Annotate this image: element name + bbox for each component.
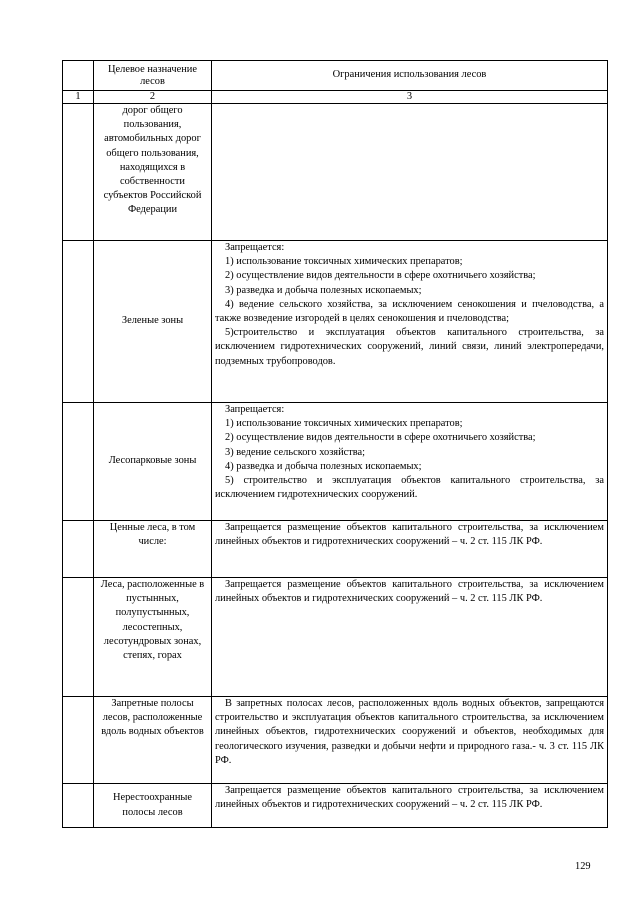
- row-number-cell: [63, 521, 94, 578]
- restrictions-cell: [212, 784, 608, 828]
- forest-purpose-cell: Нерестоохранные полосы лесов: [94, 784, 212, 828]
- restriction-line: 5) строительство и эксплуатация объектов капитального строительства, за исключением гидротехнических сооружений.: [215, 475, 604, 501]
- restrictions-cell: [212, 104, 608, 241]
- restriction-line: 3) ведение сельского хозяйства;: [225, 446, 366, 458]
- column-number-1: 1: [63, 91, 94, 104]
- page-number: 129: [575, 861, 591, 872]
- row-number-cell: [63, 241, 94, 403]
- restriction-line: 2) осуществление видов деятельности в сфере охотничьего хозяйства;: [225, 432, 536, 444]
- forest-purpose-cell: Ценные леса, в том числе:: [94, 521, 212, 578]
- row-number-cell: [63, 784, 94, 828]
- table-row: [63, 784, 608, 828]
- table-row: [63, 521, 608, 578]
- table-row: [63, 697, 608, 784]
- restrictions-cell: [212, 578, 608, 697]
- table-row: [63, 241, 608, 403]
- table-row: [63, 403, 608, 521]
- column-number-2: 2: [94, 91, 212, 104]
- restriction-line: 4) ведение сельского хозяйства, за исключением сенокошения и пчеловодства, а также возведение изгородей в целях сенокошения и пчеловодства;: [215, 298, 604, 325]
- row-number-cell: [63, 578, 94, 697]
- forest-purpose-cell: Запретные полосы лесов, расположенные вдоль водных объектов: [94, 697, 212, 784]
- restrictions-cell: [212, 403, 608, 521]
- header-restrictions: Ограничения использования лесов: [212, 61, 608, 91]
- row-number-cell: [63, 104, 94, 241]
- column-number-3: 3: [212, 91, 608, 104]
- restriction-line: 2) осуществление видов деятельности в сфере охотничьего хозяйства;: [225, 270, 536, 282]
- header-row: [63, 61, 608, 91]
- restriction-line: 5)строительство и эксплуатация объектов капитального строительства, за исключением гидротехнических сооружений, линий связи, линий электропередачи, подземных трубопроводов.: [215, 327, 604, 367]
- row-number-cell: [63, 403, 94, 521]
- restriction-line: 1) использование токсичных химических препаратов;: [225, 418, 463, 430]
- header-col1: [63, 61, 94, 91]
- forest-purpose-cell: Лесопарковые зоны: [94, 403, 212, 521]
- forest-restrictions-table: [62, 60, 608, 828]
- restriction-line: Запрещается:: [225, 242, 285, 253]
- column-number-row: [63, 91, 608, 104]
- restriction-line: 4) разведка и добыча полезных ископаемых;: [225, 460, 422, 472]
- header-purpose: Целевое назначение лесов: [94, 61, 212, 91]
- restriction-line: В запретных полосах лесов, расположенных вдоль водных объектов, запрещаются строительство и эксплуатация объектов капитального строительства, за исключением линейных объектов, гидротехнических сооружений и объектов, необходимых для геологического изучения, разведки и добычи нефти и природного газа.- ч. 3 ст. 115 ЛК РФ.: [215, 698, 604, 766]
- forest-purpose-cell: Леса, расположенные в пустынных, полупустынных, лесостепных, лесотундровых зонах, степях, горах: [94, 578, 212, 697]
- forest-purpose-cell: дорог общего пользования, автомобильных дорог общего пользования, находящихся в собственности субъектов Российской Федерации: [94, 104, 212, 241]
- restriction-line: Запрещается размещение объектов капитального строительства, за исключением линейных объектов и гидротехнических сооружений – ч. 2 ст. 115 ЛК РФ.: [215, 522, 604, 548]
- restriction-line: 1) использование токсичных химических препаратов;: [225, 256, 463, 268]
- restriction-line: Запрещается размещение объектов капитального строительства, за исключением линейных объектов и гидротехнических сооружений – ч. 2 ст. 115 ЛК РФ.: [215, 785, 604, 811]
- table-body: [63, 104, 608, 828]
- restriction-line: 3) разведка и добыча полезных ископаемых;: [225, 284, 422, 296]
- forest-restrictions-sheet: [62, 60, 607, 828]
- restrictions-cell: [212, 697, 608, 784]
- forest-purpose-cell: Зеленые зоны: [94, 241, 212, 403]
- restrictions-cell: [212, 241, 608, 403]
- restriction-line: Запрещается:: [225, 404, 285, 415]
- restrictions-cell: [212, 521, 608, 578]
- row-number-cell: [63, 697, 94, 784]
- table-row: [63, 578, 608, 697]
- table-row: [63, 104, 608, 241]
- restriction-line: Запрещается размещение объектов капитального строительства, за исключением линейных объектов и гидротехнических сооружений – ч. 2 ст. 115 ЛК РФ.: [215, 579, 604, 605]
